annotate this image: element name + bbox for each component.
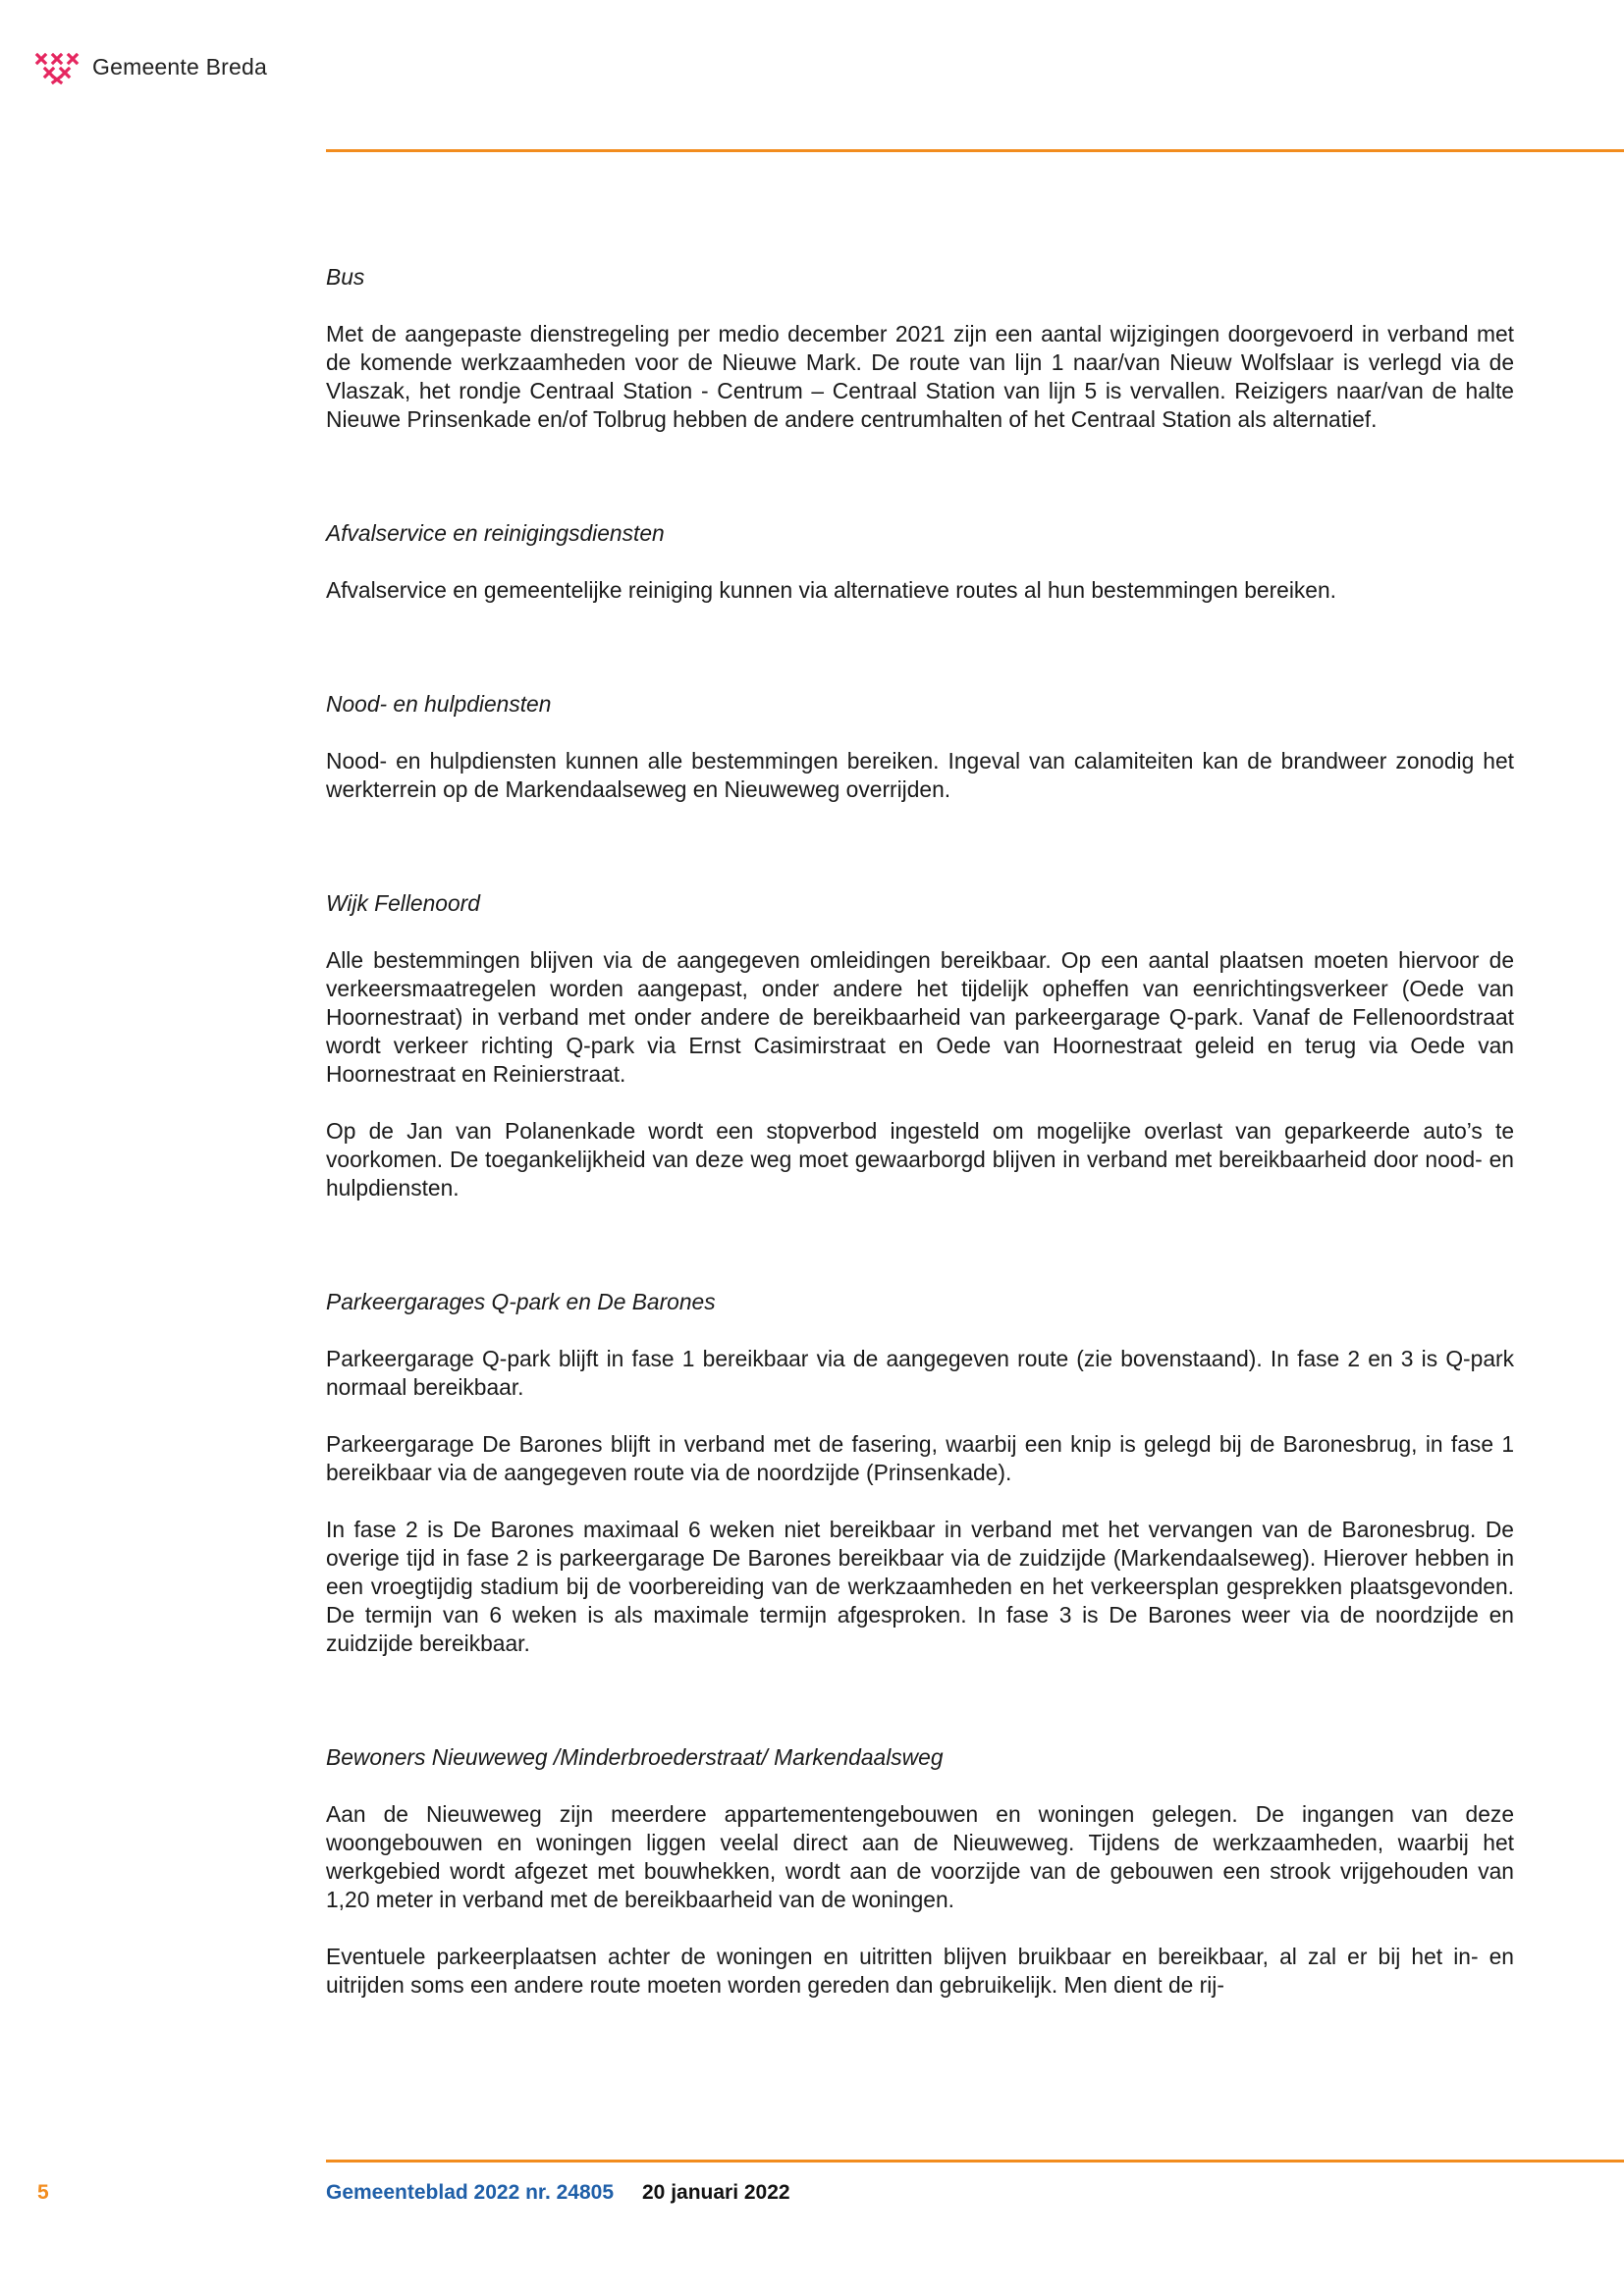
footer-divider bbox=[326, 2160, 1624, 2163]
section-fellenoord bbox=[326, 889, 1514, 1202]
section-hulpdiensten bbox=[326, 690, 1514, 804]
paragraph: Afvalservice en gemeentelijke reiniging kunnen via alternatieve routes al hun bestemmingen bereiken. bbox=[326, 577, 1336, 603]
section-bewoners bbox=[326, 1743, 1514, 2000]
header-divider bbox=[326, 149, 1624, 152]
org-logo bbox=[33, 49, 267, 84]
section-heading: Afvalservice en reinigingsdiensten bbox=[326, 520, 665, 546]
paragraph: Alle bestemmingen blijven via de aangegeven omleidingen bereikbaar. Op een aantal plaatsen moeten hiervoor de verkeersmaatregelen worden aangepast, onder andere het tijdelijk opheffen van eenrichtingsverkeer (Oede van Hoornestraat) in verband met onder andere de bereikbaarheid van parkeergarage Q-park. Vanaf de Fellenoordstraat wordt verkeer richting Q-park via Ernst Casimirstraat en Oede van Hoornestraat geleid en terug via Oede van Hoornestraat en Reinierstraat. bbox=[326, 947, 1514, 1087]
section-heading: Nood- en hulpdiensten bbox=[326, 691, 552, 717]
page-footer bbox=[0, 2177, 1624, 2207]
paragraph: In fase 2 is De Barones maximaal 6 weken niet bereikbaar in verband met het vervangen van de Baronesbrug. De overige tijd in fase 2 is parkeergarage De Barones bereikbaar via de zuidzijde (Markendaalseweg). Hierover hebben in een vroegtijdig stadium bij de voorbereiding van de werkzaamheden en het verkeersplan gesprekken plaatsgevonden. De termijn van 6 weken is als maximale termijn afgesproken. In fase 3 is De Barones weer via de noordzijde en zuidzijde bereikbaar. bbox=[326, 1517, 1514, 1656]
document-body bbox=[326, 263, 1514, 2000]
section-heading: Parkeergarages Q-park en De Barones bbox=[326, 1289, 716, 1314]
section-bus bbox=[326, 263, 1514, 434]
section-parkeergarages bbox=[326, 1288, 1514, 1658]
paragraph: Nood- en hulpdiensten kunnen alle bestemmingen bereiken. Ingeval van calamiteiten kan de brandweer zonodig het werkterrein op de Markendaalseweg en Nieuweweg overrijden. bbox=[326, 748, 1514, 802]
publication-date: 20 januari 2022 bbox=[642, 2181, 790, 2204]
publication-reference: Gemeenteblad 2022 nr. 24805 bbox=[326, 2181, 615, 2204]
paragraph: Op de Jan van Polanenkade wordt een stopverbod ingesteld om mogelijke overlast van geparkeerde auto’s te voorkomen. De toegankelijkheid van deze weg moet gewaarborgd blijven in verband met bereikbaarheid door nood- en hulpdiensten. bbox=[326, 1118, 1514, 1201]
section-heading: Bewoners Nieuweweg /Minderbroederstraat/ Markendaalsweg bbox=[326, 1744, 944, 1770]
page-number: 5 bbox=[37, 2181, 49, 2204]
section-afvalservice bbox=[326, 519, 1514, 605]
section-heading: Wijk Fellenoord bbox=[326, 890, 480, 916]
paragraph: Parkeergarage Q-park blijft in fase 1 bereikbaar via de aangegeven route (zie bovenstaand). In fase 2 en 3 is Q-park normaal bereikbaar. bbox=[326, 1346, 1514, 1400]
org-name: Gemeente Breda bbox=[92, 53, 267, 80]
section-heading: Bus bbox=[326, 264, 365, 290]
paragraph: Parkeergarage De Barones blijft in verband met de fasering, waarbij een knip is gelegd bij de Baronesbrug, in fase 1 bereikbaar via de aangegeven route via de noordzijde (Prinsenkade). bbox=[326, 1431, 1514, 1485]
breda-logo-icon bbox=[33, 49, 82, 84]
paragraph: Aan de Nieuweweg zijn meerdere appartementengebouwen en woningen gelegen. De ingangen van deze woongebouwen en woningen liggen veelal direct aan de Nieuweweg. Tijdens de werkzaamheden, waarbij het werkgebied wordt afgezet met bouwhekken, wordt aan de voorzijde van de gebouwen een strook vrijgehouden van 1,20 meter in verband met de bereikbaarheid van de woningen. bbox=[326, 1801, 1514, 1912]
paragraph: Eventuele parkeerplaatsen achter de woningen en uitritten blijven bruikbaar en bereikbaar, al zal er bij het in- en uitrijden soms een andere route moeten worden gereden dan gebruikelijk. Men dient de rij- bbox=[326, 1944, 1514, 1998]
paragraph: Met de aangepaste dienstregeling per medio december 2021 zijn een aantal wijzigingen doorgevoerd in verband met de komende werkzaamheden voor de Nieuwe Mark. De route van lijn 1 naar/van Nieuw Wolfslaar is verlegd via de Vlaszak, het rondje Centraal Station - Centrum – Centraal Station van lijn 5 is vervallen. Reizigers naar/van de halte Nieuwe Prinsenkade en/of Tolbrug hebben de andere centrumhalten of het Centraal Station als alternatief. bbox=[326, 321, 1514, 432]
